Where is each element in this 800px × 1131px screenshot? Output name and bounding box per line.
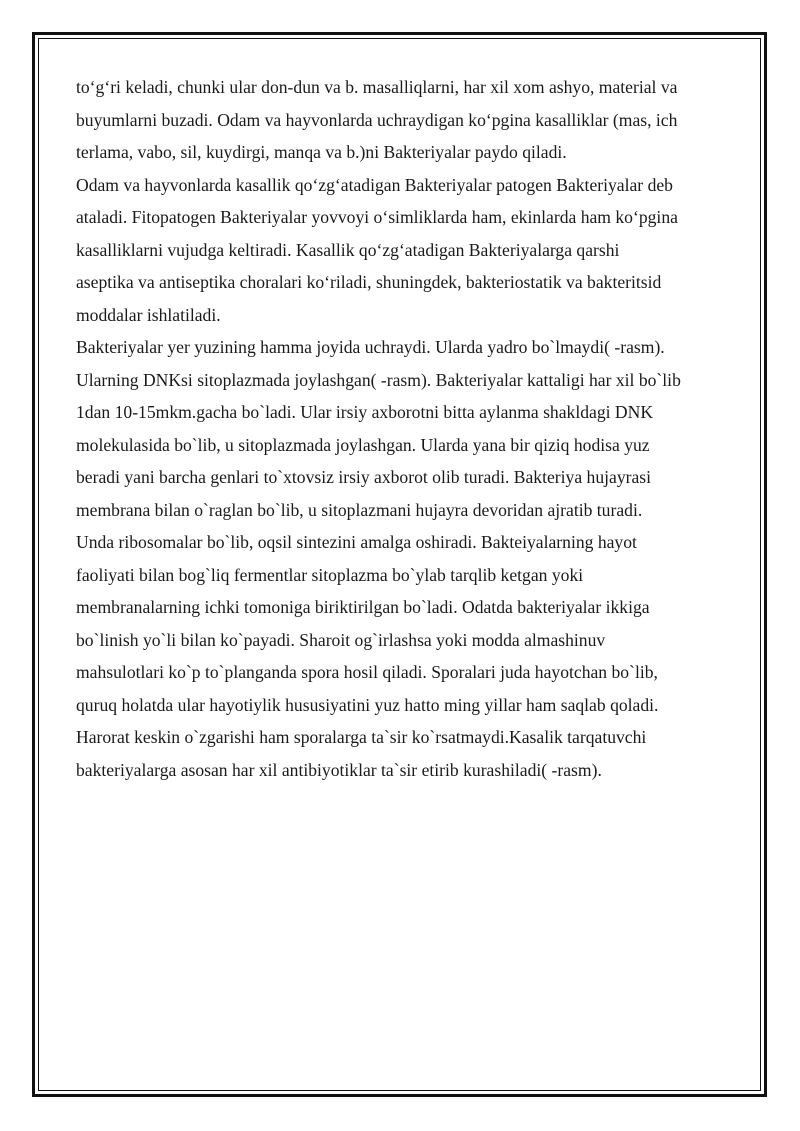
text-line: 1dan 10-15mkm.gacha bo`ladi. Ular irsiy axborotni bitta aylanma shakldagi DNK	[76, 402, 654, 422]
text-line: aseptika va antiseptika choralari ko‘riladi, shuningdek, bakteriostatik va bakteritsid	[76, 272, 662, 292]
text-line: Harorat keskin o`zgarishi ham sporalarga ta`sir ko`rsatmaydi.Kasalik tarqatuvchi	[76, 727, 647, 747]
text-line: moddalar ishlatiladi.	[76, 304, 221, 325]
text-line: beradi yani barcha genlari to`xtovsiz irsiy axborot olib turadi. Bakteriya hujayrasi	[76, 467, 652, 487]
text-line: molekulasida bo`lib, u sitoplazmada joylashgan. Ularda yana bir qiziq hodisa yuz	[76, 434, 650, 455]
paragraph	[76, 169, 726, 332]
text-line: kasalliklarni vujudga keltiradi. Kasallik qo‘zg‘atadigan Bakteriyalarga qarshi	[76, 239, 620, 260]
text-line: ataladi. Fitopatogen Bakteriyalar yovvoyi o‘simliklarda ham, ekinlarda ham ko‘pgina	[76, 207, 678, 227]
text-line: bo`linish yo`li bilan ko`payadi. Sharoit og`irlashsa yoki modda almashinuv	[76, 629, 606, 650]
paragraph	[76, 331, 726, 786]
text-line: Ularning DNKsi sitoplazmada joylashgan( -rasm). Bakteriyalar kattaligi har xil bo`lib	[76, 369, 681, 390]
document-body	[76, 71, 726, 786]
text-line: mahsulotlari ko`p to`planganda spora hosil qiladi. Sporalari juda hayotchan bo`lib,	[76, 662, 658, 682]
text-line: faoliyati bilan bog`liq fermentlar sitoplazma bo`ylab tarqlib ketgan yoki	[76, 564, 584, 585]
text-line: membrana bilan o`raglan bo`lib, u sitoplazmani hujayra devoridan ajratib turadi.	[76, 499, 643, 520]
text-line: to‘g‘ri keladi, chunki ular don-dun va b. masalliqlarni, har xil xom ashyo, material va	[76, 77, 678, 97]
text-line: membranalarning ichki tomoniga biriktirilgan bo`ladi. Odatda bakteriyalar ikkiga	[76, 597, 650, 617]
text-line: Odam va hayvonlarda kasallik qo‘zg‘atadigan Bakteriyalar patogen Bakteriyalar deb	[76, 174, 673, 195]
text-line: bakteriyalarga asosan har xil antibiyotiklar ta`sir etirib kurashiladi( -rasm).	[76, 759, 602, 780]
text-line: buyumlarni buzadi. Odam va hayvonlarda uchraydigan ko‘pgina kasalliklar (mas, ich	[76, 109, 678, 130]
paragraph	[76, 71, 726, 169]
text-line: terlama, vabo, sil, kuydirgi, manqa va b.)ni Bakteriyalar paydo qiladi.	[76, 142, 567, 162]
text-line: quruq holatda ular hayotiylik hususiyatini yuz hatto ming yillar ham saqlab qoladi.	[76, 694, 659, 715]
text-line: Bakteriyalar yer yuzining hamma joyida uchraydi. Ularda yadro bo`lmaydi( -rasm).	[76, 337, 665, 357]
text-line: Unda ribosomalar bo`lib, oqsil sintezini amalga oshiradi. Bakteiyalarning hayot	[76, 532, 637, 552]
